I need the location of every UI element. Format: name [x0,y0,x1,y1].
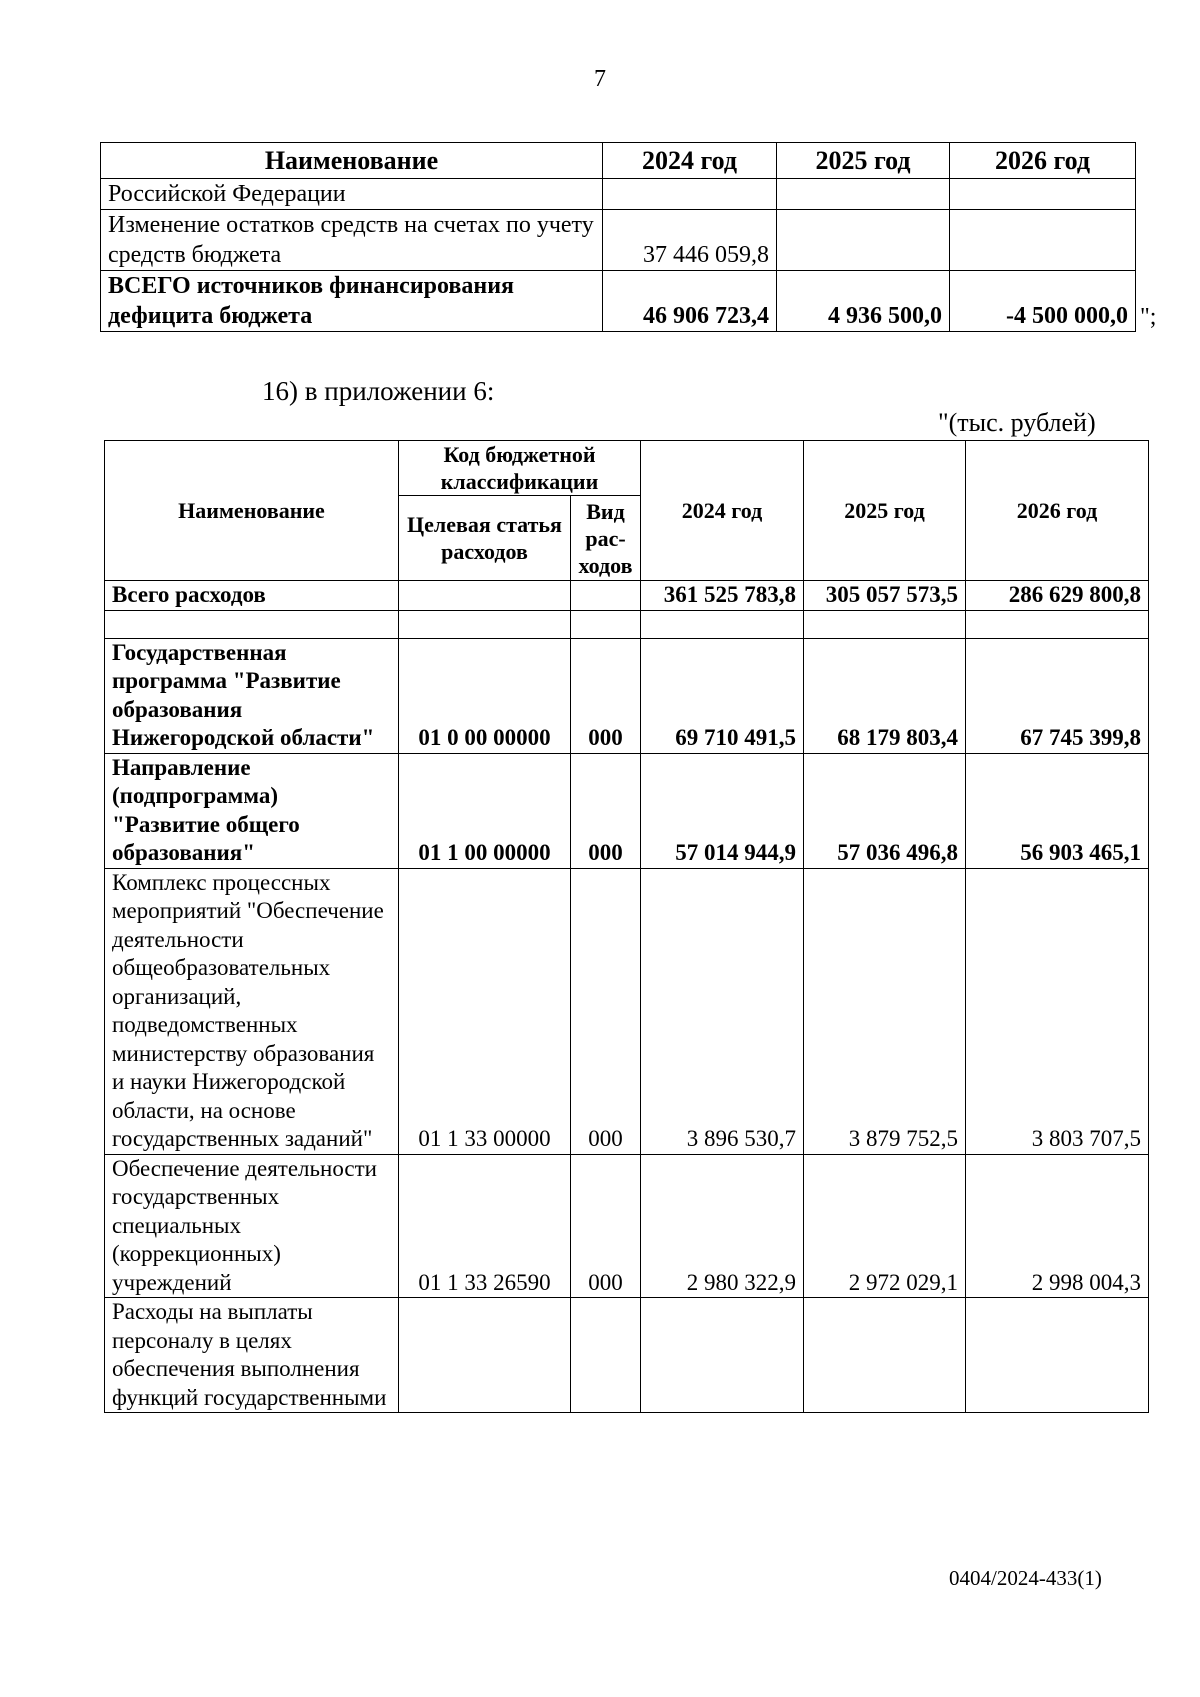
header-target-article: Целевая статья расходов [399,496,571,581]
value-2026 [966,610,1149,638]
target-code: 01 1 33 00000 [399,868,571,1154]
header-2024: 2024 год [603,143,777,179]
table-row [105,1154,1149,1298]
row-name [105,610,399,638]
row-name: Направление (подпрограмма) "Развитие общего образования" [105,753,399,868]
value-2025 [804,610,966,638]
value-2026: 286 629 800,8 [966,581,1149,611]
header-name: Наименование [101,143,603,179]
value-2024: 69 710 491,5 [641,638,804,753]
value-2026: 56 903 465,1 [966,753,1149,868]
target-code: 01 1 00 00000 [399,753,571,868]
value-2024: 2 980 322,9 [641,1154,804,1298]
value-2026 [950,179,1136,210]
value-2026: 67 745 399,8 [966,638,1149,753]
row-name: Изменение остатков средств на счетах по учету средств бюджета [101,210,603,271]
expenses-table [104,440,1149,1413]
kind-code: 000 [571,638,641,753]
closing-quote: "; [1140,304,1157,330]
value-2025 [777,179,950,210]
table-row-total [101,271,1136,332]
header-expense-kind: Вид рас-ходов [571,496,641,581]
kind-code: 000 [571,868,641,1154]
value-2025: 305 057 573,5 [804,581,966,611]
row-name: Обеспечение деятельности государственных специальных (коррекционных) учреждений [105,1154,399,1298]
header-2025: 2025 год [777,143,950,179]
table-header-row [105,441,1149,496]
table-row [101,179,1136,210]
table-row [105,1298,1149,1413]
value-2026: -4 500 000,0 [950,271,1136,332]
table-row [105,638,1149,753]
value-2024: 37 446 059,8 [603,210,777,271]
table-row [101,210,1136,271]
kind-code [571,581,641,611]
target-code: 01 0 00 00000 [399,638,571,753]
units-label: "(тыс. рублей) [938,408,1096,437]
intro-text: 16) в приложении 6: [262,376,495,406]
kind-code: 000 [571,753,641,868]
table-row [105,753,1149,868]
value-2025 [804,1298,966,1413]
header-2026: 2026 год [966,441,1149,581]
value-2024: 57 014 944,9 [641,753,804,868]
header-2026: 2026 год [950,143,1136,179]
header-2025: 2025 год [804,441,966,581]
header-code-group: Код бюджетной классификации [399,441,641,496]
value-2025: 2 972 029,1 [804,1154,966,1298]
value-2025: 4 936 500,0 [777,271,950,332]
header-name: Наименование [105,441,399,581]
value-2024: 3 896 530,7 [641,868,804,1154]
kind-code: 000 [571,1154,641,1298]
row-name: ВСЕГО источников финансирования дефицита бюджета [101,271,603,332]
row-name: Российской Федерации [101,179,603,210]
table-header-row [101,143,1136,179]
table-row [105,868,1149,1154]
value-2026: 3 803 707,5 [966,868,1149,1154]
header-2024: 2024 год [641,441,804,581]
value-2026 [950,210,1136,271]
sources-table [100,142,1136,332]
value-2024: 46 906 723,4 [603,271,777,332]
target-code [399,610,571,638]
document-id: 0404/2024-433(1) [949,1566,1102,1590]
row-name: Всего расходов [105,581,399,611]
row-name: Расходы на выплаты персоналу в целях обеспечения выполнения функций государственными [105,1298,399,1413]
value-2025: 57 036 496,8 [804,753,966,868]
value-2026 [966,1298,1149,1413]
target-code [399,1298,571,1413]
value-2026: 2 998 004,3 [966,1154,1149,1298]
value-2025: 3 879 752,5 [804,868,966,1154]
row-name: Комплекс процессных мероприятий "Обеспечение деятельности общеобразовательных организаций, подведомственных министерству образования и науки Нижегородской области, на основе государственных заданий" [105,868,399,1154]
target-code [399,581,571,611]
value-2024 [641,610,804,638]
row-name: Государственная программа "Развитие образования Нижегородской области" [105,638,399,753]
value-2024: 361 525 783,8 [641,581,804,611]
kind-code [571,610,641,638]
value-2025 [777,210,950,271]
target-code: 01 1 33 26590 [399,1154,571,1298]
table-row-total [105,581,1149,611]
table-row-empty [105,610,1149,638]
value-2025: 68 179 803,4 [804,638,966,753]
value-2024 [603,179,777,210]
value-2024 [641,1298,804,1413]
page-number: 7 [594,66,606,92]
kind-code [571,1298,641,1413]
